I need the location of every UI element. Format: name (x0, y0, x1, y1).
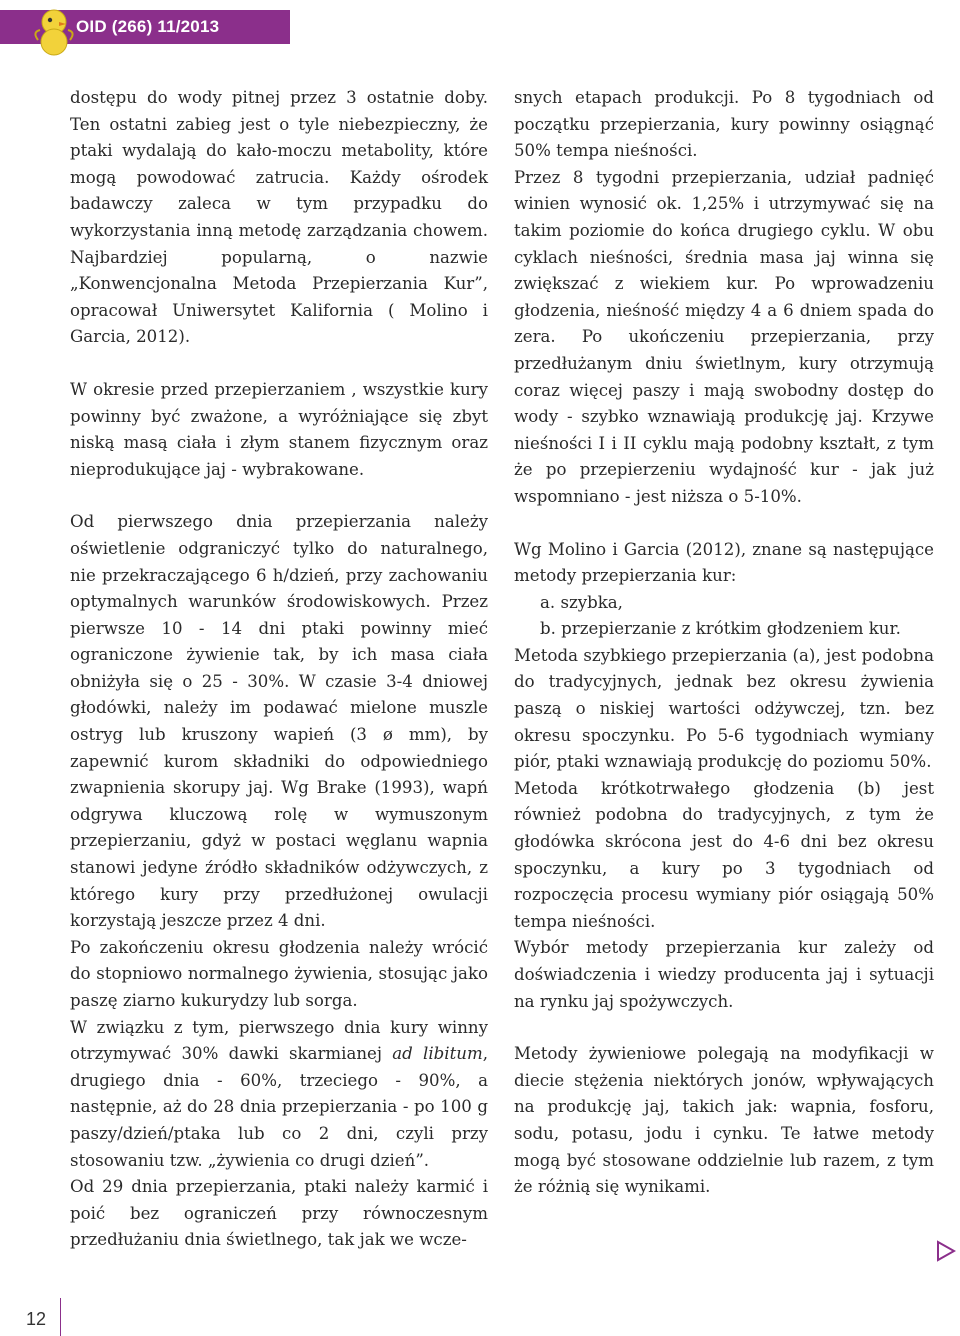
paragraph: Od pierwszego dnia przepierzania należy oświetlenie odgraniczyć tylko do naturalnego, nie przekraczającego 6 h/dzień, przy zachowaniu optymalnych warunków środowiskowych. Przez pierwsze 10 - 14 dni ptaki powinny mieć ograniczone żywienie tak, by ich masa ciała obniżyła się o 25 - 30%. W czasie 3-4 dniowej głodówki, należy im podawać mielone muszle ostryg lub kruszony wapień (3 ø mm), by zapewnić kurom składniki do odpowiedniego zwapnienia skorupy jaj. Wg Brake (1993), wapń odgrywa kluczową rolę w wymuszonym przepierzaniu, gdyż w postaci węglanu wapnia stanowi jedyne źródło składników odżywczych, z którego kury przy przedłużonej owulacji korzystają jeszcze przez 4 dni. (70, 512, 488, 931)
paragraph: W okresie przed przepierzaniem , wszystkie kury powinny być zważone, a wyróżniające się zbyt niską masą ciała i złym stanem fizycznym oraz nieprodukujące jaj - wybrakowane. (70, 379, 488, 479)
list-item: a. szybka, (540, 592, 623, 612)
list-item: b. przepierzanie z krótkim głodzeniem kur. (540, 619, 901, 639)
paragraph: Wybór metody przepierzania kur zależy od doświadczenia i wiedzy producenta jaj i sytuacji na rynku jaj spożywczych. (514, 938, 934, 1011)
paragraph: Metoda szybkiego przepierzania (a), jest podobna do tradycyjnych, jednak bez okresu żywienia paszą o niskiej wartości odżywczej, tzn. bez okresu spoczynku. Po 5-6 tygodniach wymiany piór, ptaki wznawiają produkcję do poziomu 50%. (514, 645, 934, 772)
paragraph: Po zakończeniu okresu głodzenia należy wrócić do stopniowo normalnego żywienia, stosując jako paszę ziarno kukurydzy lub sorga. (70, 937, 488, 1010)
left-column (70, 85, 488, 1254)
paragraph: Metoda krótkotrwałego głodzenia (b) jest również podobna do tradycyjnych, z tym że głodówka skrócona jest do 4-6 dni bez okresu spoczynku, a kury po 3 tygodniach od rozpoczęcia procesu wymiany piór osiągają 50% tempa nieśności. (514, 778, 934, 931)
paragraph: Wg Molino i Garcia (2012), znane są następujące metody przepierzania kur: (514, 539, 934, 586)
paragraph: snych etapach produkcji. Po 8 tygodniach od początku przepierzania, kury powinny osiągnąć 50% tempa nieśności. (514, 88, 934, 161)
paragraph: Metody żywieniowe polegają na modyfikacji w diecie stężenia niektórych jonów, wpływających na produkcję jaj, takich jak: wapnia, fosforu, sodu, potasu, jodu i cynku. Te łatwe metody mogą być stosowane oddzielnie lub razem, z tym że różnią się wynikami. (514, 1044, 934, 1197)
paragraph: dostępu do wody pitnej przez 3 ostatnie doby. Ten ostatni zabieg jest o tyle niebezpieczny, że ptaki wydalają do kało-moczu metabolity, które mogą powodować zatrucia. Każdy ośrodek badawczy zaleca w tym przypadku do wykorzystania inną metodę zarządzania chowem. Najbardziej popularną, o nazwie „Konwencjonalna Metoda Przepierzania Kur”, opracował Uniwersytet Kalifornia ( Molino i Garcia, 2012). (70, 88, 488, 347)
page-number: 12 (26, 1309, 47, 1329)
journal-title: OID (266) 11/2013 (76, 17, 220, 36)
italic-term: ad libitum (392, 1044, 483, 1064)
text-run: , drugiego dnia - 60%, trzeciego - 90%, a następnie, aż do 28 dnia przepierzania - po 100 g paszy/dzień/ptaka lub co 2 dni, czyli przy stosowaniu tzw. „żywienia co drugi dzień”. (70, 1044, 488, 1170)
footer-divider (60, 1298, 61, 1336)
chick-logo-icon (28, 2, 80, 58)
text-run: W związku z tym, pierwszego dnia kury winny otrzymywać 30% dawki skarmianej (70, 1017, 488, 1064)
paragraph: Przez 8 tygodni przepierzania, udział padnięć winien wynosić ok. 1,25% i utrzymywać się na takim poziomie do końca drugiego cyklu. W obu cyklach nieśności, średnia masa jaj winna się zwiększać z wiekiem kur. Po wprowadzeniu głodzenia, nieśność między 4 a 6 dniem spada do zera. Po ukończeniu przepierzania, przy przedłużanym dniu świetlnym, kury otrzymują coraz więcej paszy i mają swobodny dostęp do wody - szybko wznawiają produkcję jaj. Krzywe nieśności I i II cyklu mają podobny kształt, z tym że po przepierzeniu wydajność kur - jak już wspomniano - jest niższa o 5-10%. (514, 167, 934, 506)
paragraph (70, 1015, 488, 1175)
right-column (514, 85, 934, 1201)
paragraph: Od 29 dnia przepierzania, ptaki należy karmić i poić bez ograniczeń przy równoczesnym przedłużaniu dnia świetlnego, tak jak we wcze- (70, 1177, 488, 1250)
next-page-arrow-icon[interactable] (936, 1240, 956, 1262)
